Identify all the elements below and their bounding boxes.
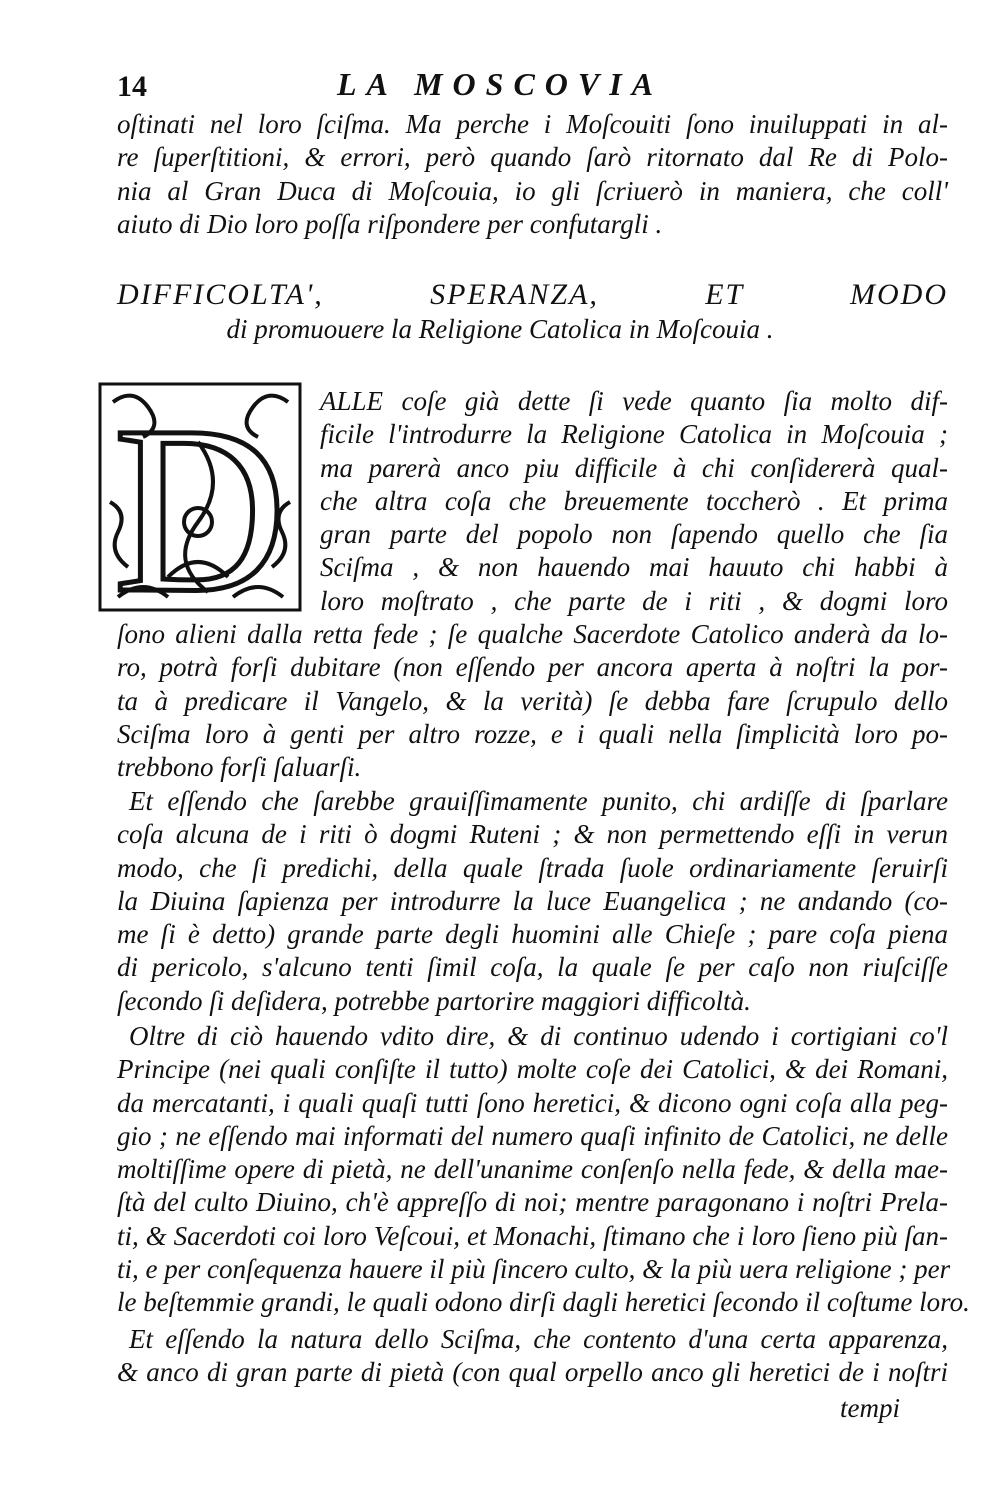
text-line: da mercatanti, i quali quaſi tutti ſono heretici, & dicono ogni coſa alla peg- <box>117 1087 948 1118</box>
paragraph-2-indented <box>320 385 948 618</box>
text-line: Principe (nei quali conſiſte il tutto) molte coſe dei Catolici, & dei Romani, <box>117 1054 948 1085</box>
text-line: nia al Gran Duca di Moſcouia, io gli ſcriuerò in maniera, che coll' <box>117 175 948 206</box>
text-line: ta à predicare il Vangelo, & la verità) ſe debba fare ſcrupulo dello <box>117 685 948 716</box>
text-line: che altra coſa che breuemente toccherò . Et prima <box>320 485 948 516</box>
paragraph-3 <box>117 785 948 1018</box>
chapter-subheading: di promuouere la Religione Catolica in Moſcouia . <box>226 314 774 344</box>
text-line: Et eſſendo la natura dello Sciſma, che contento d'una certa apparenza, <box>129 1324 948 1354</box>
running-title: LA MOSCOVIA <box>336 66 664 102</box>
text-line: gio ; ne eſſendo mai informati del numero quaſi infinito de Catolici, ne delle <box>117 1120 948 1151</box>
text-line: Sciſma loro à genti per altro rozze, e i quali nella ſimplicità loro po- <box>117 718 948 749</box>
text-line: di pericolo, s'alcuno tenti ſimil coſa, la quale ſe per caſo non riuſciſſe <box>117 952 948 983</box>
text-line: Et eſſendo che ſarebbe grauiſſimamente punito, chi ardiſſe di ſparlare <box>129 786 948 816</box>
text-line: gran parte del popolo non ſapendo quello che ſia <box>320 519 948 550</box>
text-line: ſono alieni dalla retta fede ; ſe qualche Sacerdote Catolico anderà da lo- <box>117 619 948 649</box>
paragraph-2 <box>117 618 948 784</box>
ornament-icon <box>98 382 302 612</box>
text-line: moltiſſime opere di pietà, ne dell'unanime conſenſo nella fede, & della mae- <box>117 1154 948 1185</box>
text-line: loro moſtrato , che parte de i riti , & dogmi loro <box>320 585 948 616</box>
chapter-heading: DIFFICOLTA', SPERANZA, ET MODO <box>117 278 948 311</box>
catchword: tempi <box>840 1393 900 1423</box>
paragraph-4 <box>117 1020 970 1320</box>
text-line: ti, & Sacerdoti coi loro Veſcoui, et Monachi, ſtimano che i loro ſieno più ſan- <box>117 1220 948 1251</box>
text-line: aiuto di Dio loro poſſa riſpondere per confutargli . <box>117 208 663 239</box>
text-line: modo, che ſi predichi, della quale ſtrada ſuole ordinariamente ſeruirſi <box>117 852 948 883</box>
text-line: trebbono forſi ſaluarſi. <box>117 752 362 783</box>
text-line: ro, potrà forſi dubitare (non eſſendo per ancora aperta à noſtri la por- <box>117 652 948 683</box>
paragraph-5 <box>117 1323 948 1390</box>
text-line: re ſuperſtitioni, & errori, però quando ſarò ritornato dal Re di Polo- <box>117 142 948 173</box>
text-line: ficile l'introdurre la Religione Catolica in Moſcouia ; <box>320 419 948 450</box>
text-line: coſa alcuna de i riti ò dogmi Ruteni ; & non permettendo eſſi in verun <box>117 819 948 850</box>
text-line: ti, e per conſequenza hauere il più ſincero culto, & la più uera religione ; per <box>117 1254 951 1285</box>
decorated-initial <box>98 382 302 612</box>
text-line: & anco di gran parte di pietà (con qual orpello anco gli heretici de i noſtri <box>117 1357 948 1388</box>
text-line: la Diuina ſapienza per introdurre la luce Euangelica ; ne andando (co- <box>117 885 948 916</box>
svg-text:D: D <box>113 382 287 612</box>
text-line: ſecondo ſi deſidera, potrebbe partorire maggiori difficoltà. <box>117 985 751 1016</box>
text-line: ſtà del culto Diuino, ch'è appreſſo di noi; mentre paragonano i noſtri Prela- <box>117 1187 948 1218</box>
text-line: me ſi è detto) grande parte degli huomini alle Chieſe ; pare coſa piena <box>117 919 948 950</box>
text-line: Sciſma , & non hauendo mai hauuto chi habbi à <box>320 552 948 583</box>
text-line: ma parerà anco piu difficile à chi conſidererà qual- <box>320 452 948 483</box>
paragraph-1 <box>117 108 948 241</box>
text-line: oſtinati nel loro ſciſma. Ma perche i Moſcouiti ſono inuiluppati in al- <box>117 109 948 139</box>
page-number: 14 <box>117 70 147 103</box>
text-line: le beſtemmie grandi, le quali odono dirſi dagli heretici ſecondo il coſtume loro. <box>117 1287 970 1318</box>
text-line: ALLE coſe già dette ſi vede quanto ſia molto dif- <box>320 386 948 416</box>
text-line: Oltre di ciò hauendo vdito dire, & di continuo udendo i cortigiani co'l <box>129 1021 948 1051</box>
